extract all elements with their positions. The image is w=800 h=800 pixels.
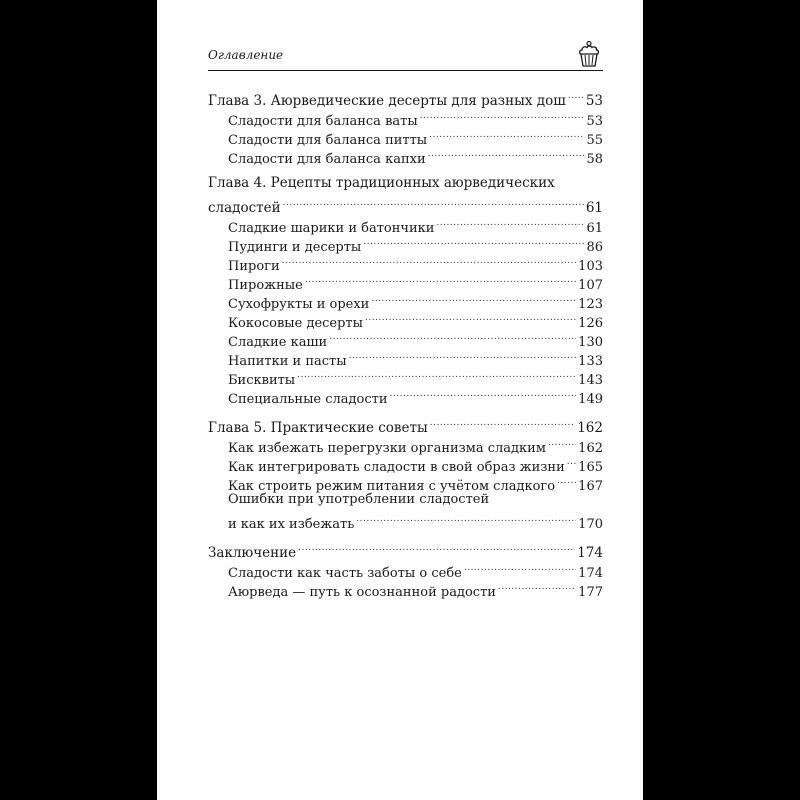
toc-page-number: 53	[585, 93, 603, 109]
toc-chapter-title-line[interactable]: Глава 4. Рецепты традиционных аюрведических	[208, 175, 555, 191]
dot-leader	[498, 577, 576, 596]
toc-item-title-line[interactable]: Ошибки при употреблении сладостей	[228, 492, 490, 507]
toc-item-title: Аюрведа — путь к осознанной радости	[228, 585, 496, 600]
toc-chapter-title: сладостей	[208, 200, 281, 216]
toc-page-number: 162	[578, 441, 603, 456]
toc-chapter-entry[interactable]	[208, 538, 603, 561]
table-of-contents	[208, 86, 603, 606]
toc-page-number: 61	[585, 200, 603, 216]
dot-leader	[390, 384, 577, 403]
dot-leader	[298, 538, 575, 557]
toc-section-chapter-5	[208, 413, 603, 532]
toc-page-number: 130	[578, 335, 603, 350]
toc-page-number: 165	[578, 460, 603, 475]
dot-leader	[349, 346, 577, 365]
toc-page-number: 143	[578, 373, 603, 388]
toc-item-title: Сухофрукты и орехи	[228, 297, 370, 312]
toc-item-title: Пирожные	[228, 278, 303, 293]
dot-leader	[557, 471, 576, 490]
toc-item-title: Как строить режим питания с учётом сладкого	[228, 479, 556, 494]
toc-chapter-entry[interactable]	[208, 86, 603, 109]
toc-item-title: Сладости для баланса питты	[228, 133, 428, 148]
dot-leader	[356, 509, 576, 528]
toc-item-title: Сладкие каши	[228, 335, 328, 350]
toc-item-title: Пудинги и десерты	[228, 240, 362, 255]
toc-page-number: 162	[577, 420, 603, 436]
toc-item-title: Сладости как часть заботы о себе	[228, 566, 462, 581]
toc-section-chapter-4	[208, 173, 603, 407]
toc-item-title: Бисквиты	[228, 373, 296, 388]
running-title: Оглавление	[208, 48, 284, 62]
toc-item-title: Сладкие шарики и батончики	[228, 221, 435, 236]
toc-chapter-entry[interactable]	[208, 193, 603, 216]
toc-item-title: Сладости для баланса капхи	[228, 152, 426, 167]
toc-chapter-title: Глава 5. Практические советы	[208, 420, 428, 436]
dot-leader	[363, 232, 584, 251]
toc-page-number: 123	[578, 297, 603, 312]
dot-leader	[430, 413, 575, 432]
dot-leader	[428, 144, 585, 163]
toc-section-conclusion	[208, 538, 603, 600]
dot-leader	[282, 251, 577, 270]
toc-item-title: Напитки и пасты	[228, 354, 347, 369]
toc-page-number: 103	[578, 259, 603, 274]
toc-item-title: Кокосовые десерты	[228, 316, 363, 331]
toc-page-number: 174	[577, 545, 603, 561]
toc-page-number: 174	[578, 566, 603, 581]
dot-leader	[297, 365, 576, 384]
book-page	[157, 0, 643, 800]
toc-item-title: Пироги	[228, 259, 280, 274]
toc-page-number: 170	[578, 517, 603, 532]
dot-leader	[420, 106, 585, 125]
dot-leader	[329, 327, 576, 346]
toc-page-number: 177	[578, 585, 603, 600]
dot-leader	[464, 558, 576, 577]
dot-leader	[567, 452, 576, 471]
dot-leader	[305, 270, 576, 289]
toc-page-number: 58	[586, 152, 603, 167]
toc-page-number: 126	[578, 316, 603, 331]
toc-chapter-entry[interactable]	[208, 413, 603, 436]
toc-item-title: Как интегрировать сладости в свой образ жизни	[228, 460, 565, 475]
toc-chapter-title: Заключение	[208, 545, 297, 561]
toc-item-title: Как избежать перегрузки организма сладким	[228, 441, 546, 456]
toc-page-number: 86	[586, 240, 603, 255]
dot-leader	[548, 433, 576, 452]
toc-item-title: Сладости для баланса ваты	[228, 114, 418, 129]
toc-page-number: 149	[578, 392, 603, 407]
toc-page-number: 133	[578, 354, 603, 369]
header-rule	[208, 70, 603, 71]
toc-page-number: 53	[586, 114, 603, 129]
toc-section-chapter-3	[208, 86, 603, 167]
toc-item-title: и как их избежать	[228, 517, 355, 532]
toc-item-title: Специальные сладости	[228, 392, 388, 407]
dot-leader	[568, 86, 584, 105]
cupcake-icon	[577, 40, 601, 68]
dot-leader	[436, 213, 584, 232]
toc-item-entry[interactable]	[208, 509, 603, 532]
toc-page-number: 55	[586, 133, 603, 148]
toc-page-number: 107	[578, 278, 603, 293]
toc-page-number: 61	[586, 221, 603, 236]
dot-leader	[365, 308, 576, 327]
dot-leader	[429, 125, 584, 144]
dot-leader	[371, 289, 576, 308]
toc-chapter-title: Глава 3. Аюрведические десерты для разных дош	[208, 93, 566, 109]
dot-leader	[283, 193, 584, 212]
toc-page-number: 167	[578, 479, 603, 494]
